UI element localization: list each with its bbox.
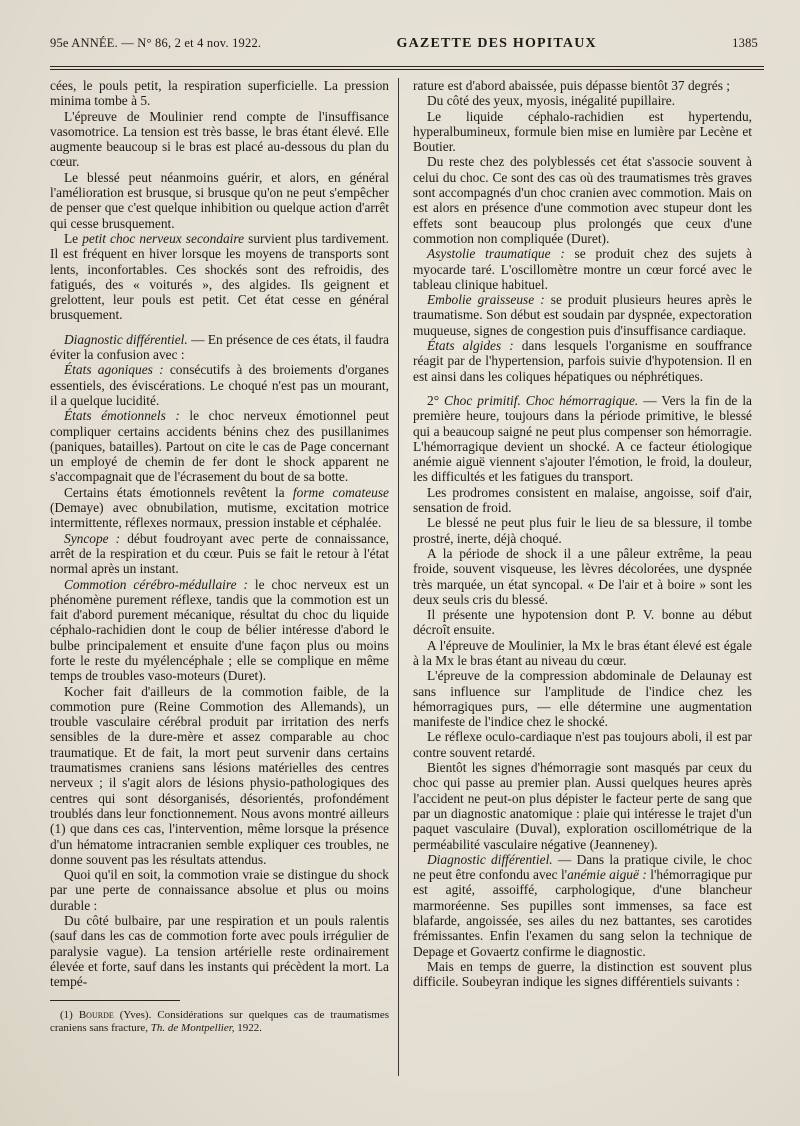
paragraph-text: le choc nerveux est un phénomène purement réflexe, tandis que la commotion est un fait d'abord purement mécanique, résultat du choc du liquide céphalo-rachidien dont le coup de bélier intéresse d'abord le bulbe principalement et ensuite d'une façon plus ou moins forte le reste du myélencéphale ; elle se complique en même temps de troubles vaso-moteurs (Duret). xyxy=(50,576,389,684)
paragraph-text: Du côté des yeux, myosis, inégalité pupillaire. xyxy=(427,93,676,109)
paragraph xyxy=(413,393,752,485)
paragraph xyxy=(413,760,752,852)
paragraph-text: — En présence de ces états, il faudra éviter la confusion avec : xyxy=(50,331,389,363)
paragraph-text: début foudroyant avec perte de connaissance, arrêt de la respiration et du cœur. Puis se fait le retour à l'état normal après un instant. xyxy=(50,530,389,577)
italic-heading: petit choc nerveux secondaire xyxy=(82,230,245,246)
paragraph-text: dans lesquels l'organisme en souffrance réagit par de l'hypertension, parfois suivie d'hypotension. Il en est ainsi dans les coliques hépatiques ou néphrétiques. xyxy=(413,338,752,384)
paragraph-text: L'épreuve de Moulinier rend compte de l'insuffisance vasomotrice. La tension est très basse, le bras étant élevé. Elle augmente beaucoup si le bras est placé au-dessous du plan du cœur. xyxy=(50,108,389,170)
footnote-rule xyxy=(50,1000,180,1001)
paragraph-text: A l'épreuve de Moulinier, la Mx le bras étant élevé est égale à la Mx le bras étant au niveau du cœur. xyxy=(413,637,752,668)
paragraph-text: se produit plusieurs heures après le traumatisme. Son début est soudain par dyspnée, expectoration muqueuse, signes de congestion puis d'insuffisance cardiaque. xyxy=(413,292,752,338)
paragraph xyxy=(50,362,389,408)
paragraph-text: Le blessé peut néanmoins guérir, et alors, en général l'amélioration est brusque, si brusque qu'on ne peut s'empêcher de penser que c'est quelque inhibition ou quelque action d'arrêt qui cesse brusquement. xyxy=(50,169,389,231)
paragraph xyxy=(50,231,389,323)
page-number: 1385 xyxy=(732,36,758,50)
paragraph xyxy=(50,485,389,531)
paragraph-text: — Dans la pratique civile, le choc ne peut être confondu avec l' xyxy=(413,851,752,883)
paragraph xyxy=(413,93,752,108)
paragraph-text: L'épreuve de la compression abdominale de Delaunay est sans influence sur l'amplitude de l'indice chez les hémorragiques purs, — elle détermine une augmentation manifeste de l'indice chez le shocké. xyxy=(413,668,752,730)
paragraph-text: Il présente une hypotension dont P. V. bonne au début décroît ensuite. xyxy=(413,607,752,638)
paragraph xyxy=(50,913,389,989)
paragraph-text: Bientôt les signes d'hémorragie sont masqués par ceux du choc qui passe au premier plan. Aussi quelques heures après l'accident ne peut-on plus dépister le facteur perte de sang que par un diagnostic anatomique : plaie qui intéresse le trajet d'un paquet vasculaire (Duval), exploration oscillométrique de la perméabilité vasculaire négative (Jeanneney). xyxy=(413,760,752,852)
paragraph xyxy=(50,170,389,231)
paragraph-text: Du reste chez des polyblessés cet état s'associe souvent à celui du choc. Ce sont des cas où des traumatismes très graves sont accompagnés d'un choc cranien avec commotion. Mais on est alors en présence d'une commotion avec stupeur dont les effets sont beaucoup plus prolongés que ceux d'une commotion non compliquée (Duret). xyxy=(413,154,752,246)
column-divider xyxy=(398,78,399,1076)
footnote-text: (Yves). Considérations sur quelques cas de traumatismes craniens sans fracture, xyxy=(50,1008,390,1034)
paragraph-lead: Certains états émotionnels revêtent la xyxy=(64,484,293,500)
journal-title: GAZETTE DES HOPITAUX xyxy=(396,36,597,51)
footnote-year: 1922. xyxy=(234,1021,263,1034)
paragraph-text: Du côté bulbaire, par une respiration et un pouls ralentis (sauf dans les cas de commotion forte avec pouls irrégulier de paralysie vague). La tension artérielle reste ordinairement élevée et forte, sauf dans les instants qui précèdent la mort. La tempé- xyxy=(50,913,389,990)
paragraph xyxy=(413,338,752,384)
paragraph xyxy=(50,109,389,170)
paragraph xyxy=(50,332,389,363)
footnote xyxy=(50,1009,389,1035)
paragraph xyxy=(413,292,752,338)
issue-info: 95e ANNÉE. — N° 86, 2 et 4 nov. 1922. xyxy=(50,36,262,50)
paragraph xyxy=(50,531,389,577)
paragraph xyxy=(413,515,752,546)
paragraph-tail: l'hémorragique pur est agité, assoiffé, carphologique, d'une blancheur marmoréenne. Ses pupilles sont immenses, sa face est blafarde, angoissée, ses ailes du nez battantes, ses carotides frémissantes. Enfin l'examen du sang selon la technique de Depage et Govaertz confirme le diagnostic. xyxy=(413,867,752,959)
italic-heading: États algides : xyxy=(427,338,514,354)
paragraph xyxy=(413,729,752,760)
footnote-thesis: Th. de Montpellier, xyxy=(150,1021,235,1034)
paragraph xyxy=(413,959,752,990)
paragraph xyxy=(413,607,752,638)
paragraph-text: se produit chez des sujets à myocarde taré. L'oscillomètre montre un cœur forcé avec le tableau clinique habituel. xyxy=(413,246,752,292)
paragraph-text: — Vers la fin de la première heure, toujours dans la période primitive, le blessé qui a beaucoup saigné ne peut plus compenser son hémorragie. L'hémorragique devient un shocké. A ce facteur étiologique anémie aiguë viennent s'ajouter l'émotion, le froid, la douleur, les difficultés et les fatigues du transport. xyxy=(413,392,753,485)
paragraph-lead: Le xyxy=(64,230,83,246)
paragraph xyxy=(413,668,752,729)
header-rule-thin xyxy=(50,69,764,70)
italic-heading: forme comateuse xyxy=(292,484,389,500)
paragraph xyxy=(413,109,752,155)
paragraph xyxy=(413,546,752,607)
paragraph-text: cées, le pouls petit, la respiration superficielle. La pression minima tombe à 5. xyxy=(50,78,389,109)
paragraph-text: Le liquide céphalo-rachidien est hypertendu, hyperalbumineux, formule bien mise en lumière par Lecène et Boutier. xyxy=(413,108,752,155)
italic-heading: Commotion cérébro-médullaire : xyxy=(64,576,248,592)
paragraph xyxy=(50,408,389,484)
header-rule xyxy=(50,66,764,67)
text-columns xyxy=(50,78,764,1098)
paragraph-text: (Demaye) avec obnubilation, mutisme, excitation motrice intermittente, réflexes normaux, pression instable et céphalée. xyxy=(50,500,389,531)
paragraph xyxy=(413,485,752,516)
italic-heading: Embolie graisseuse : xyxy=(427,292,545,308)
footnote-author: Bourde xyxy=(78,1008,114,1021)
paragraph-text: A la période de shock il a une pâleur extrême, la peau froide, souvent visqueuse, les lèvres décolorées, une dyspnée très marquée, un état syncopal. « De l'air et à boire » sont les deux seuls cris du blessé. xyxy=(413,545,752,607)
italic-heading: Diagnostic différentiel. xyxy=(64,331,188,347)
paragraph xyxy=(413,78,752,93)
italic-heading: Asystolie traumatique : xyxy=(427,246,565,262)
italic-heading: Diagnostic différentiel. xyxy=(427,851,553,867)
paragraph xyxy=(413,638,752,669)
paragraph-text: survient plus tardivement. Il est fréquent en hiver lorsque les moyens de transports sont lents, inconfortables. Ces shockés sont des refroidis, des fatigués, des « voiturés », des algides. Ils geignent et grelottent, leur pouls est petit. Cet état cesse en général brusquement. xyxy=(50,230,389,323)
left-column xyxy=(50,78,389,1098)
paragraph xyxy=(413,154,752,246)
paragraph-text: Le blessé ne peut plus fuir le lieu de sa blessure, il tombe prostré, inerte, déjà choqué. xyxy=(413,515,752,546)
paragraph xyxy=(50,577,389,684)
paragraph xyxy=(413,852,752,959)
paragraph-text: consécutifs à des broiements d'organes essentiels, des éviscérations. Le choqué n'est pas un mourant, il a quelque lucidité. xyxy=(50,362,390,408)
italic-heading: États agoniques : xyxy=(64,362,164,378)
paragraph-text: le choc nerveux émotionnel peut compliquer certains accidents bénins chez des pusillanimes (paniques, batailles). Partout on cite le cas de Page concernant un employé de chemin de fer dont le shock apparent ne s'accompagnait que de l'écrasement du bout de sa botte. xyxy=(50,408,389,485)
paragraph-lead: 2° xyxy=(427,392,445,408)
paragraph-text: Le réflexe oculo-cardiaque n'est pas toujours aboli, il est par contre souvent retardé. xyxy=(413,729,752,760)
paragraph xyxy=(50,684,389,868)
paragraph xyxy=(50,867,389,913)
paragraph-text: Kocher fait d'ailleurs de la commotion faible, de la commotion pure (Reine Commotion des Allemands), un trouble vasculaire cérébral produit par irritation des nerfs sensibles de la dure-mère et assez comparable au choc traumatique. Et de fait, la mort peut survenir dans certains traumatismes craniens sans lésions matérielles des centres nerveux ; il s'agit alors de lésions physio-pathologiques des centres qui sont désorganisés, désorientés, profondément troublés dans leur fonctionnement. Nous avons montré ailleurs (1) que dans ces cas, l'intervention, même lorsque la présence d'un hématome intracranien semble expliquer ces troubles, ne donne souvent pas les résultats attendus. xyxy=(50,683,389,867)
italic-heading: Syncope : xyxy=(64,530,121,546)
paragraph-text: rature est d'abord abaissée, puis dépasse bientôt 37 degrés ; xyxy=(413,78,730,93)
italic-heading: Choc primitif. Choc hémorragique. xyxy=(444,392,639,408)
running-header xyxy=(50,36,764,58)
paragraph-text: Les prodromes consistent en malaise, angoisse, soif d'air, sensation de froid. xyxy=(413,484,752,516)
right-column xyxy=(413,78,752,1098)
paragraph-text: Quoi qu'il en soit, la commotion vraie se distingue du shock par une perte de connaissance absolue et plus ou moins durable : xyxy=(50,867,389,913)
italic-heading: États émotionnels : xyxy=(64,408,180,424)
footnote-marker: (1) xyxy=(60,1008,79,1021)
paragraph xyxy=(50,78,389,109)
italic-term: anémie aiguë : xyxy=(567,867,647,883)
paragraph-text: Mais en temps de guerre, la distinction est souvent plus difficile. Soubeyran indique les signes différentiels suivants : xyxy=(413,958,752,990)
paragraph xyxy=(413,246,752,292)
